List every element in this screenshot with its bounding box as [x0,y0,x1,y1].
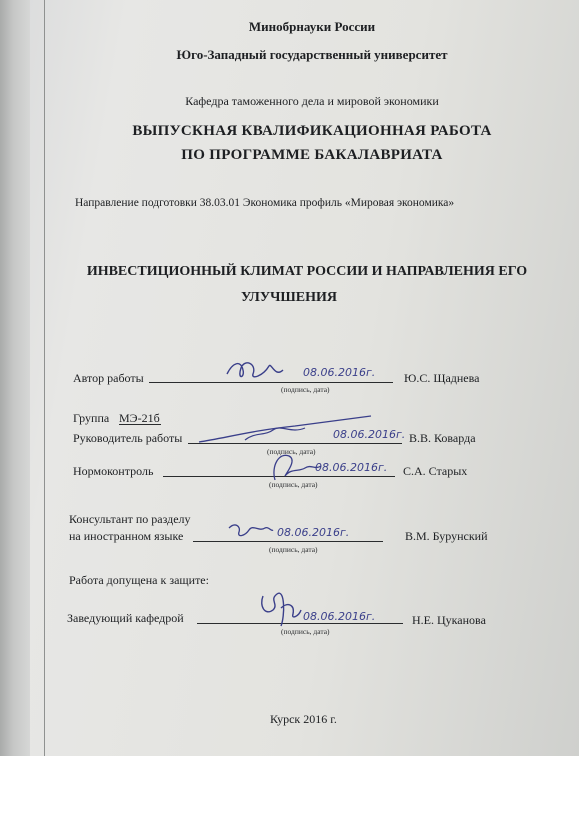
author-signature-caption: (подпись, дата) [281,385,330,394]
ministry-name: Минобрнауки России [248,19,376,34]
consultant-name: В.М. Бурунский [405,529,488,543]
supervisor-label: Руководитель работы [73,431,183,445]
supervisor-date: 08.06.2016г. [333,428,406,441]
work-type-line2: ПО ПРОГРАММЕ БАКАЛАВРИАТА [181,147,443,163]
author-date: 08.06.2016г. [303,366,376,379]
consultant-date: 08.06.2016г. [277,526,350,539]
normcontrol-date: 08.06.2016г. [315,461,388,474]
direction-line: Направление подготовки 38.03.01 Экономика профиль «Мировая экономика» [75,197,455,209]
group-value: МЭ-21б [119,411,160,425]
normcontrol-signature-caption: (подпись, дата) [269,480,318,489]
head-of-dept-date: 08.06.2016г. [303,610,376,623]
head-of-dept-signature [255,586,305,632]
consultant-signature-caption: (подпись, дата) [269,545,318,554]
work-type-line1: ВЫПУСКНАЯ КВАЛИФИКАЦИОННАЯ РАБОТА [132,123,492,139]
department-name: Кафедра таможенного дела и мировой экономики [185,94,439,108]
admission-text: Работа допущена к защите: [69,573,209,587]
author-name: Ю.С. Щаднева [404,371,480,385]
group-label: Группа [73,411,110,425]
supervisor-signature-caption: (подпись, дата) [267,447,316,456]
group-underline [119,424,161,425]
consultant-label-line2: на иностранном языке [69,529,184,543]
consultant-signature [225,518,275,546]
head-of-dept-label: Заведующий кафедрой [67,611,184,625]
supervisor-name: В.В. Коварда [409,431,476,445]
normcontrol-name: С.А. Старых [403,464,468,478]
consultant-signature-line [193,541,383,542]
author-label: Автор работы [73,371,144,385]
author-signature [223,356,293,386]
head-of-dept-name: Н.Е. Цуканова [412,613,486,627]
head-of-dept-signature-caption: (подпись, дата) [281,627,330,636]
binding-edge [0,0,30,756]
title-page [45,0,579,756]
normcontrol-label: Нормоконтроль [73,464,154,478]
city-year: Курск 2016 г. [270,712,337,726]
thesis-title-line1: ИНВЕСТИЦИОННЫЙ КЛИМАТ РОССИИ И НАПРАВЛЕНИЯ ЕГО [86,264,528,279]
consultant-label-line1: Консультант по разделу [69,512,191,526]
thesis-title-line2: УЛУЧШЕНИЯ [241,290,338,305]
university-name: Юго-Западный государственный университет [176,47,448,62]
